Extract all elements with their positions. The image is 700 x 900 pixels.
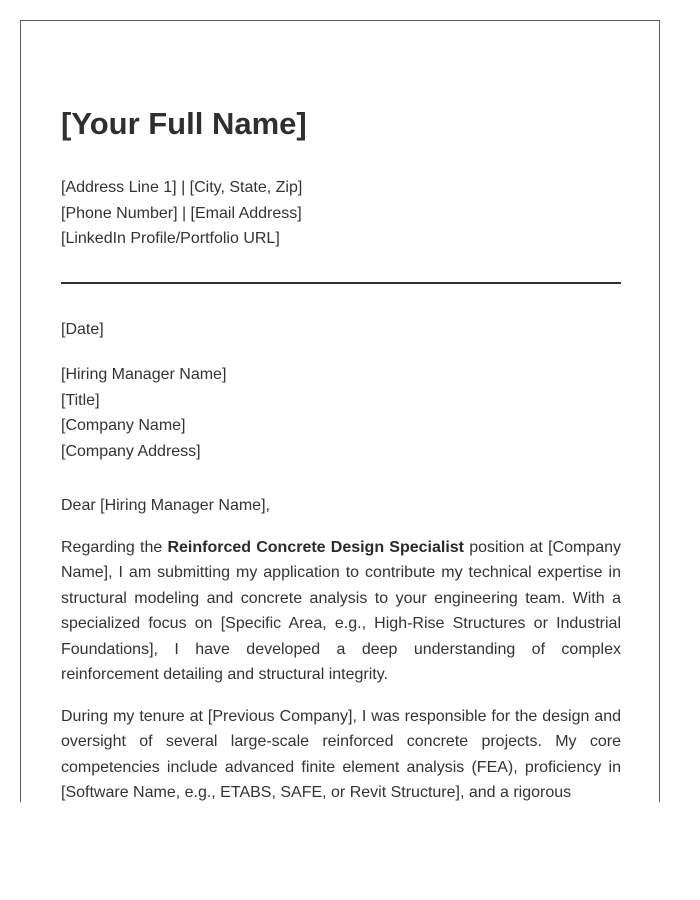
paragraph-1-intro: Regarding the xyxy=(61,538,168,556)
body-paragraph-1 xyxy=(61,535,621,688)
contact-block xyxy=(61,175,621,252)
recipient-title: [Title] xyxy=(61,391,100,409)
contact-linkedin-line: [LinkedIn Profile/Portfolio URL] xyxy=(61,230,280,248)
salutation: Dear [Hiring Manager Name], xyxy=(61,497,270,515)
body-paragraph-2: During my tenure at [Previous Company], I was responsible for the design and oversight of several large-scale reinforced concrete projects. My core competencies include advanced finite element analysis (FEA), proficiency in [Software Name, e.g., ETABS, SAFE, or Revit Structure], and a rigorous xyxy=(61,707,621,802)
recipient-address: [Company Address] xyxy=(61,442,201,460)
recipient-name: [Hiring Manager Name] xyxy=(61,366,227,384)
sender-name: [Your Full Name] xyxy=(61,106,307,141)
recipient-company: [Company Name] xyxy=(61,417,186,435)
letter-content xyxy=(61,107,621,802)
contact-phone-email-line: [Phone Number] | [Email Address] xyxy=(61,204,302,222)
header-divider xyxy=(61,282,621,284)
contact-address-line: [Address Line 1] | [City, State, Zip] xyxy=(61,179,303,197)
position-title: Reinforced Concrete Design Specialist xyxy=(167,538,464,556)
letter-date: [Date] xyxy=(61,320,104,338)
recipient-block xyxy=(61,362,621,464)
paragraph-1-body: position at [Company Name], I am submitting my application to contribute my technical expertise in structural modeling and concrete analysis to your engineering team. With a specialized focus on [Specific Area, e.g., High-Rise Structures or Industrial Foundations], I have developed a deep understanding of complex reinforcement detailing and structural integrity. xyxy=(61,538,621,684)
document-page xyxy=(20,20,660,802)
